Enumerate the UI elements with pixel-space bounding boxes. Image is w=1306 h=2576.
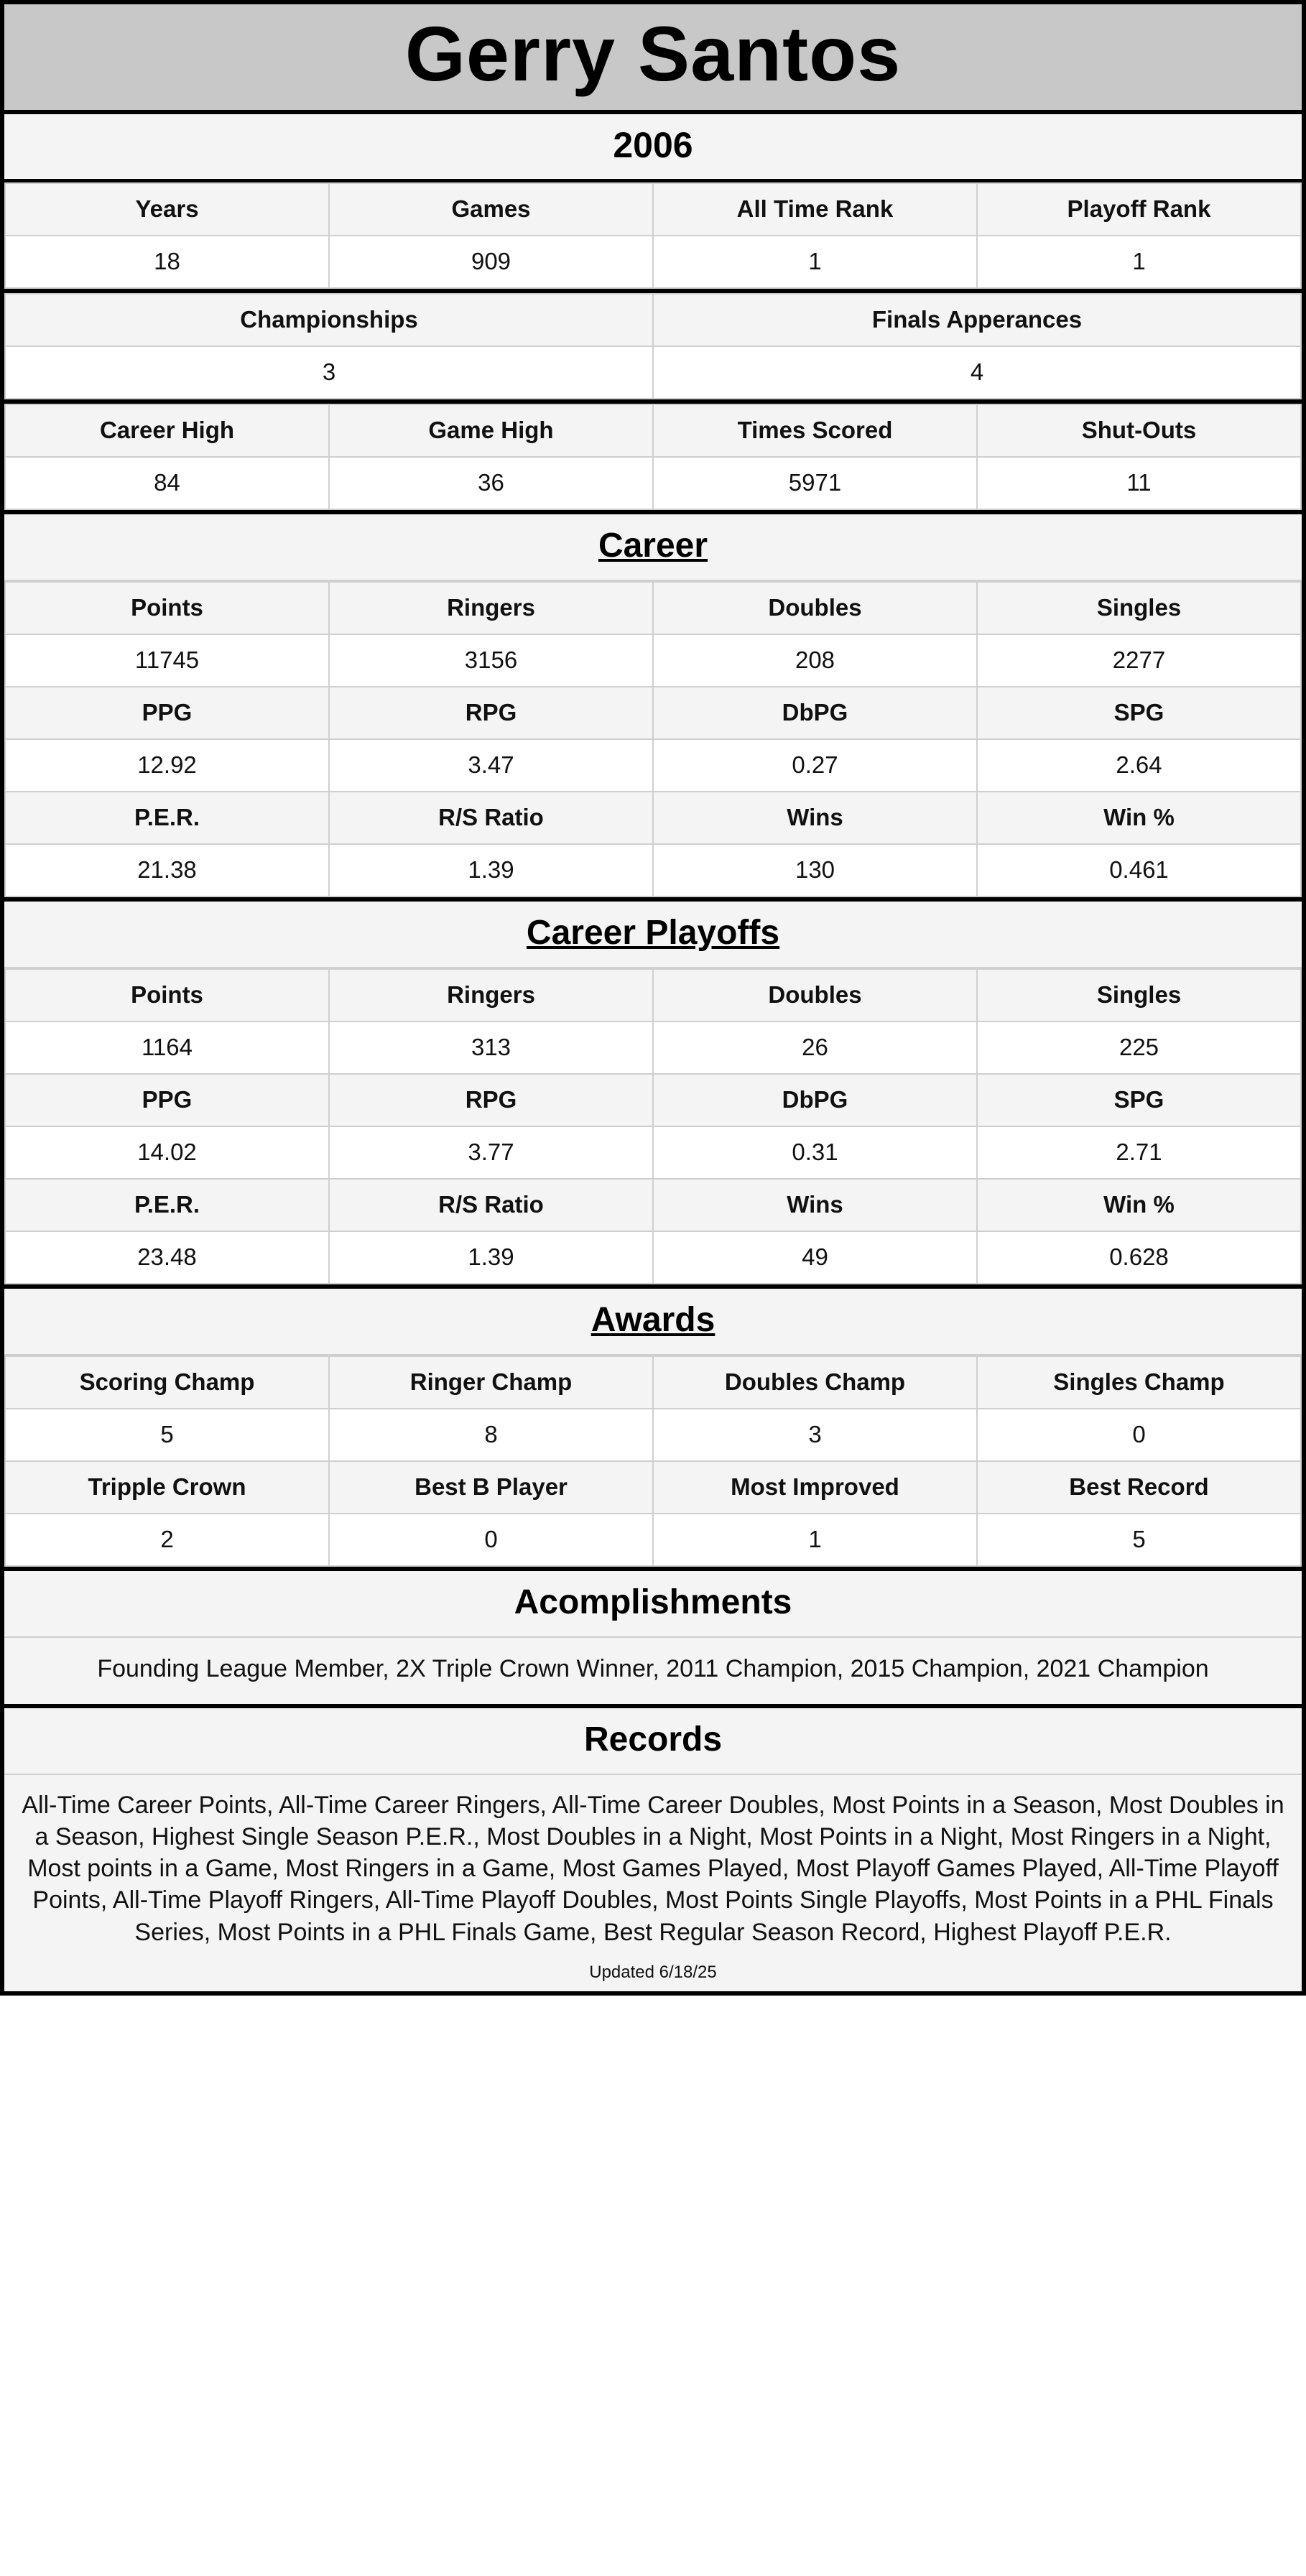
header-cell-dbpg: DbPG: [653, 1074, 977, 1126]
value-cell-spg: 2.64: [977, 739, 1301, 792]
header-cell-ringer-champ: Ringer Champ: [329, 1356, 653, 1409]
value-cell-tripple-crown: 2: [5, 1514, 329, 1566]
header-cell-per: P.E.R.: [5, 792, 329, 844]
value-cell-singles: 2277: [977, 634, 1301, 687]
season-bar: [4, 114, 1302, 182]
championships-table: [4, 293, 1302, 399]
header-cell-singles: Singles: [977, 582, 1301, 634]
header-cell-spg: SPG: [977, 687, 1301, 739]
header-cell-dbpg: DbPG: [653, 687, 977, 739]
value-cell-dbpg: 0.27: [653, 739, 977, 792]
value-cell-ringers: 313: [329, 1021, 653, 1074]
value-cell-ppg: 14.02: [5, 1126, 329, 1179]
table-row: [5, 1461, 1301, 1514]
table-row: [5, 236, 1301, 288]
value-cell-dbpg: 0.31: [653, 1126, 977, 1179]
section-header-accomplishments: [4, 1571, 1302, 1638]
header-cell-win-pct: Win %: [977, 792, 1301, 844]
value-cell-most-improved: 1: [653, 1514, 977, 1566]
section-title: Career Playoffs: [526, 914, 780, 953]
header-cell-shut-outs: Shut-Outs: [977, 404, 1301, 457]
header-cell-tripple-crown: Tripple Crown: [5, 1461, 329, 1514]
header-cell-career-high: Career High: [5, 404, 329, 457]
value-cell-singles-champ: 0: [977, 1409, 1301, 1461]
header-cell-game-high: Game High: [329, 404, 653, 457]
page-title: Gerry Santos: [404, 10, 902, 97]
value-cell-best-b-player: 0: [329, 1514, 653, 1566]
value-cell-wins: 130: [653, 844, 977, 896]
value-cell-doubles-champ: 3: [653, 1409, 977, 1461]
section-title: Career: [598, 527, 708, 565]
value-cell-game-high: 36: [329, 457, 653, 509]
table-row: [5, 1231, 1301, 1284]
season-label: 2006: [613, 125, 693, 166]
records-text: All-Time Career Points, All-Time Career Ringers, All-Time Career Doubles, Most Points in a Season, Most Doubles in a Season, Highest Single Season P.E.R., Most Doubles in a Night, Most Points in a Night, Most Ringers in a Night, Most points in a Game, Most Ringers in a Game, Most Games Played, Most Playoff Games Played, All-Time Playoff Points, All-Time Playoff Ringers, All-Time Playoff Doubles, Most Points Single Playoffs, Most Points in a PHL Finals Series, Most Points in a PHL Finals Game, Best Regular Season Record, Highest Playoff P.E.R.: [4, 1775, 1302, 1960]
header-cell-singles: Singles: [977, 969, 1301, 1021]
value-cell-rpg: 3.77: [329, 1126, 653, 1179]
section-header-records: [4, 1708, 1302, 1775]
career-table: [4, 581, 1302, 897]
value-cell-rpg: 3.47: [329, 739, 653, 792]
header-cell-wins: Wins: [653, 792, 977, 844]
value-cell-times-scored: 5971: [653, 457, 977, 509]
header-cell-rs-ratio: R/S Ratio: [329, 1179, 653, 1231]
table-row: [5, 844, 1301, 896]
value-cell-all-time-rank: 1: [653, 236, 977, 288]
section-title: Acomplishments: [514, 1583, 792, 1622]
header-cell-all-time-rank: All Time Rank: [653, 183, 977, 236]
header-cell-years: Years: [5, 183, 329, 236]
table-row: [5, 1021, 1301, 1074]
value-cell-games: 909: [329, 236, 653, 288]
table-row: [5, 1126, 1301, 1179]
value-cell-rs-ratio: 1.39: [329, 844, 653, 896]
header-cell-spg: SPG: [977, 1074, 1301, 1126]
value-cell-singles: 225: [977, 1021, 1301, 1074]
value-cell-ringer-champ: 8: [329, 1409, 653, 1461]
section-header-career: [4, 514, 1302, 581]
header-cell-doubles-champ: Doubles Champ: [653, 1356, 977, 1409]
header-cell-best-record: Best Record: [977, 1461, 1301, 1514]
header-cell-points: Points: [5, 582, 329, 634]
value-cell-win-pct: 0.628: [977, 1231, 1301, 1284]
header-cell-times-scored: Times Scored: [653, 404, 977, 457]
header-cell-championships: Championships: [5, 294, 653, 346]
value-cell-spg: 2.71: [977, 1126, 1301, 1179]
value-cell-points: 11745: [5, 634, 329, 687]
section-header-awards: [4, 1289, 1302, 1356]
card-title-bar: [4, 4, 1302, 114]
header-cell-ringers: Ringers: [329, 582, 653, 634]
value-cell-doubles: 208: [653, 634, 977, 687]
table-row: [5, 969, 1301, 1021]
section-title: Awards: [591, 1301, 715, 1340]
table-row: [5, 346, 1301, 399]
header-cell-doubles: Doubles: [653, 969, 977, 1021]
value-cell-years: 18: [5, 236, 329, 288]
table-row: [5, 1514, 1301, 1566]
value-cell-per: 21.38: [5, 844, 329, 896]
value-cell-rs-ratio: 1.39: [329, 1231, 653, 1284]
value-cell-finals-apperances: 4: [653, 346, 1301, 399]
section-title: Records: [583, 1720, 723, 1759]
table-row: [5, 687, 1301, 739]
value-cell-playoff-rank: 1: [977, 236, 1301, 288]
header-cell-games: Games: [329, 183, 653, 236]
value-cell-championships: 3: [5, 346, 653, 399]
header-cell-win-pct: Win %: [977, 1179, 1301, 1231]
value-cell-best-record: 5: [977, 1514, 1301, 1566]
header-cell-points: Points: [5, 969, 329, 1021]
value-cell-doubles: 26: [653, 1021, 977, 1074]
table-row: [5, 183, 1301, 236]
table-row: [5, 739, 1301, 792]
table-row: [5, 294, 1301, 346]
header-cell-playoff-rank: Playoff Rank: [977, 183, 1301, 236]
header-cell-ppg: PPG: [5, 1074, 329, 1126]
awards-table: [4, 1356, 1302, 1567]
header-cell-rpg: RPG: [329, 1074, 653, 1126]
value-cell-career-high: 84: [5, 457, 329, 509]
value-cell-per: 23.48: [5, 1231, 329, 1284]
table-row: [5, 404, 1301, 457]
header-cell-most-improved: Most Improved: [653, 1461, 977, 1514]
value-cell-ringers: 3156: [329, 634, 653, 687]
table-row: [5, 1074, 1301, 1126]
header-cell-best-b-player: Best B Player: [329, 1461, 653, 1514]
value-cell-win-pct: 0.461: [977, 844, 1301, 896]
updated-timestamp: Updated 6/18/25: [4, 1960, 1302, 1991]
section-header-career-playoffs: [4, 902, 1302, 968]
header-cell-wins: Wins: [653, 1179, 977, 1231]
table-row: [5, 582, 1301, 634]
header-cell-ringers: Ringers: [329, 969, 653, 1021]
table-row: [5, 1179, 1301, 1231]
header-cell-finals-apperances: Finals Apperances: [653, 294, 1301, 346]
header-cell-rs-ratio: R/S Ratio: [329, 792, 653, 844]
value-cell-ppg: 12.92: [5, 739, 329, 792]
career-playoffs-table: [4, 968, 1302, 1284]
header-cell-doubles: Doubles: [653, 582, 977, 634]
value-cell-wins: 49: [653, 1231, 977, 1284]
value-cell-points: 1164: [5, 1021, 329, 1074]
value-cell-shut-outs: 11: [977, 457, 1301, 509]
table-row: [5, 1409, 1301, 1461]
top-stats-table: [4, 182, 1302, 289]
value-cell-scoring-champ: 5: [5, 1409, 329, 1461]
table-row: [5, 457, 1301, 509]
table-row: [5, 1356, 1301, 1409]
header-cell-rpg: RPG: [329, 687, 653, 739]
table-row: [5, 634, 1301, 687]
accomplishments-text: Founding League Member, 2X Triple Crown Winner, 2011 Champion, 2015 Champion, 2021 Champion: [4, 1638, 1302, 1704]
highs-table: [4, 404, 1302, 510]
header-cell-per: P.E.R.: [5, 1179, 329, 1231]
table-row: [5, 792, 1301, 844]
header-cell-scoring-champ: Scoring Champ: [5, 1356, 329, 1409]
header-cell-singles-champ: Singles Champ: [977, 1356, 1301, 1409]
header-cell-ppg: PPG: [5, 687, 329, 739]
